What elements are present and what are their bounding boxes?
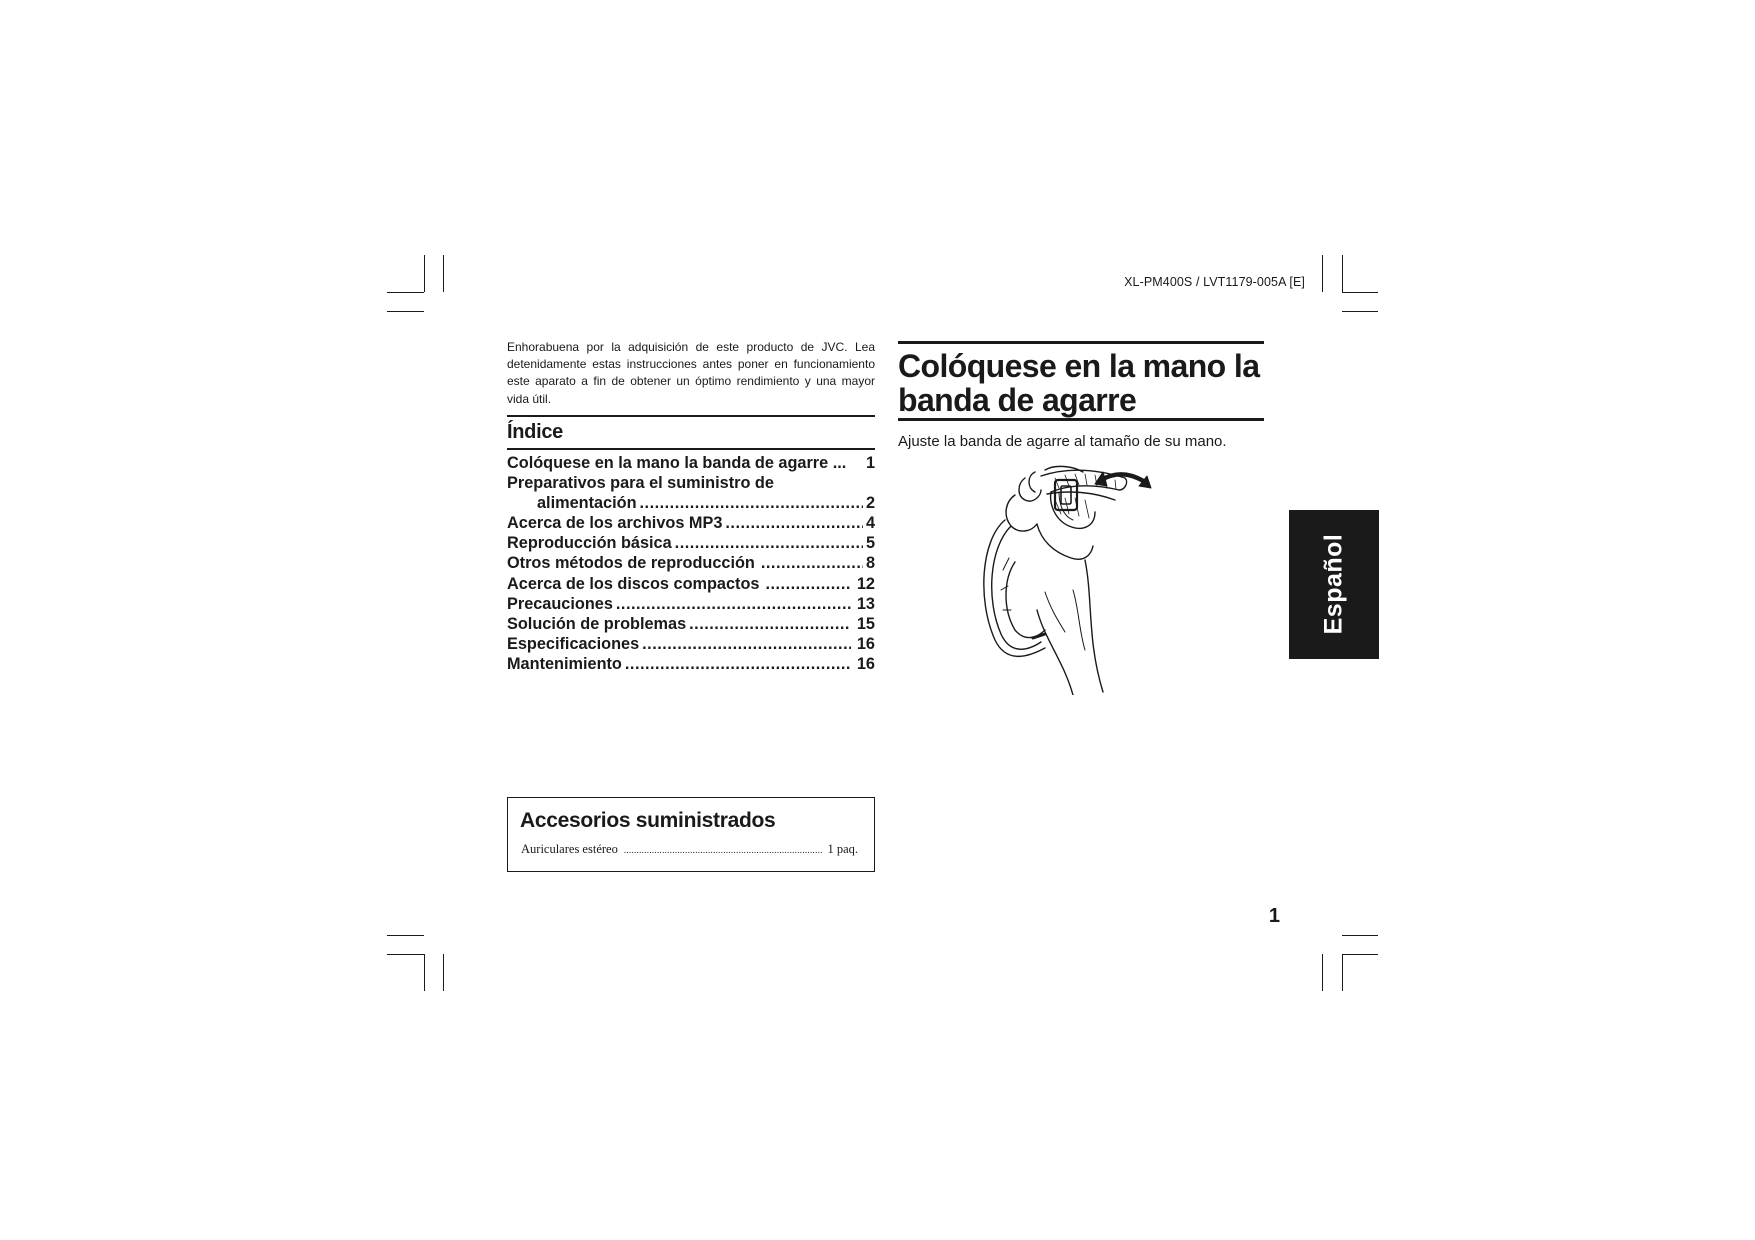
toc-item-label: Especificaciones [507, 634, 640, 653]
toc-item-page: 16 [856, 654, 875, 673]
index-title: Índice [507, 421, 563, 443]
toc-item-label: Acerca de los archivos MP3 [507, 514, 723, 533]
toc-item-label: alimentación [537, 494, 637, 513]
toc-leader [616, 595, 851, 614]
toc-item[interactable] [507, 615, 875, 635]
toc-item-label: Mantenimiento [507, 654, 622, 673]
accessories-title: Accesorios suministrados [520, 809, 776, 832]
accessories-item [521, 842, 858, 857]
toc-item-page: 8 [865, 554, 875, 573]
language-tab [1289, 510, 1379, 659]
accessories-item-label: Auriculares estéreo [521, 842, 618, 856]
toc-item-page: 13 [856, 594, 875, 613]
toc-item-page: 5 [865, 534, 875, 553]
main-title-top-rule [898, 341, 1264, 344]
toc-item[interactable] [507, 554, 875, 574]
toc-item-page: 15 [856, 614, 875, 633]
toc-item-label: Preparativos para el suministro de [507, 474, 774, 493]
toc-leader [640, 494, 863, 513]
main-title-line-2: banda de agarre [898, 382, 1137, 418]
page-number: 1 [1268, 905, 1280, 927]
index-top-rule [507, 415, 875, 417]
accessories-item-qty: 1 paq. [827, 842, 858, 856]
main-title-bottom-rule [898, 418, 1264, 421]
toc-leader [689, 615, 851, 634]
hand-grip-illustration [975, 460, 1180, 695]
index-bottom-rule [507, 448, 875, 450]
toc-item-label: Precauciones [507, 594, 613, 613]
toc-item-page: 12 [856, 574, 875, 593]
toc-item[interactable] [507, 454, 875, 474]
toc-item-page: 1 [865, 454, 875, 472]
toc-leader [642, 635, 851, 654]
toc-leader [765, 575, 850, 594]
toc-item-label: Otros métodos de reproducción [507, 554, 755, 573]
toc-leader [625, 655, 851, 674]
document-code: XL-PM400S / LVT1179-005A [E] [1124, 275, 1305, 289]
toc-item[interactable] [507, 595, 875, 615]
toc-leader [675, 534, 863, 553]
toc-item-label: Acerca de los discos compactos [507, 574, 760, 593]
toc-item-label: Colóquese en la mano la banda de agarre ... [507, 454, 847, 472]
toc-item-label: Reproducción básica [507, 534, 672, 553]
intro-paragraph: Enhorabuena por la adquisición de este producto de JVC. Lea detenidamente estas instrucciones antes poner en funcionamiento este aparato a fin de obtener un óptimo rendimiento y una mayor vida útil. [507, 340, 875, 406]
main-title-line-1: Colóquese en la mano la [898, 348, 1260, 384]
table-of-contents [507, 454, 875, 675]
main-subtitle: Ajuste la banda de agarre al tamaño de su mano. [898, 433, 1227, 450]
toc-item-page: 4 [865, 514, 875, 533]
toc-item[interactable] [507, 635, 875, 655]
accessories-box [507, 797, 875, 872]
toc-item[interactable] [507, 655, 875, 675]
toc-leader [761, 554, 863, 573]
toc-item-page: 2 [865, 494, 875, 513]
toc-item-page: 16 [856, 634, 875, 653]
accessories-leader [624, 845, 824, 855]
toc-item[interactable] [507, 474, 875, 494]
toc-item[interactable] [507, 534, 875, 554]
toc-item-label: Solución de problemas [507, 614, 687, 633]
toc-item[interactable] [507, 494, 875, 514]
toc-item[interactable] [507, 575, 875, 595]
main-title [898, 349, 1278, 417]
language-tab-label: Español [1319, 533, 1348, 635]
toc-leader [725, 514, 863, 533]
toc-item[interactable] [507, 514, 875, 534]
